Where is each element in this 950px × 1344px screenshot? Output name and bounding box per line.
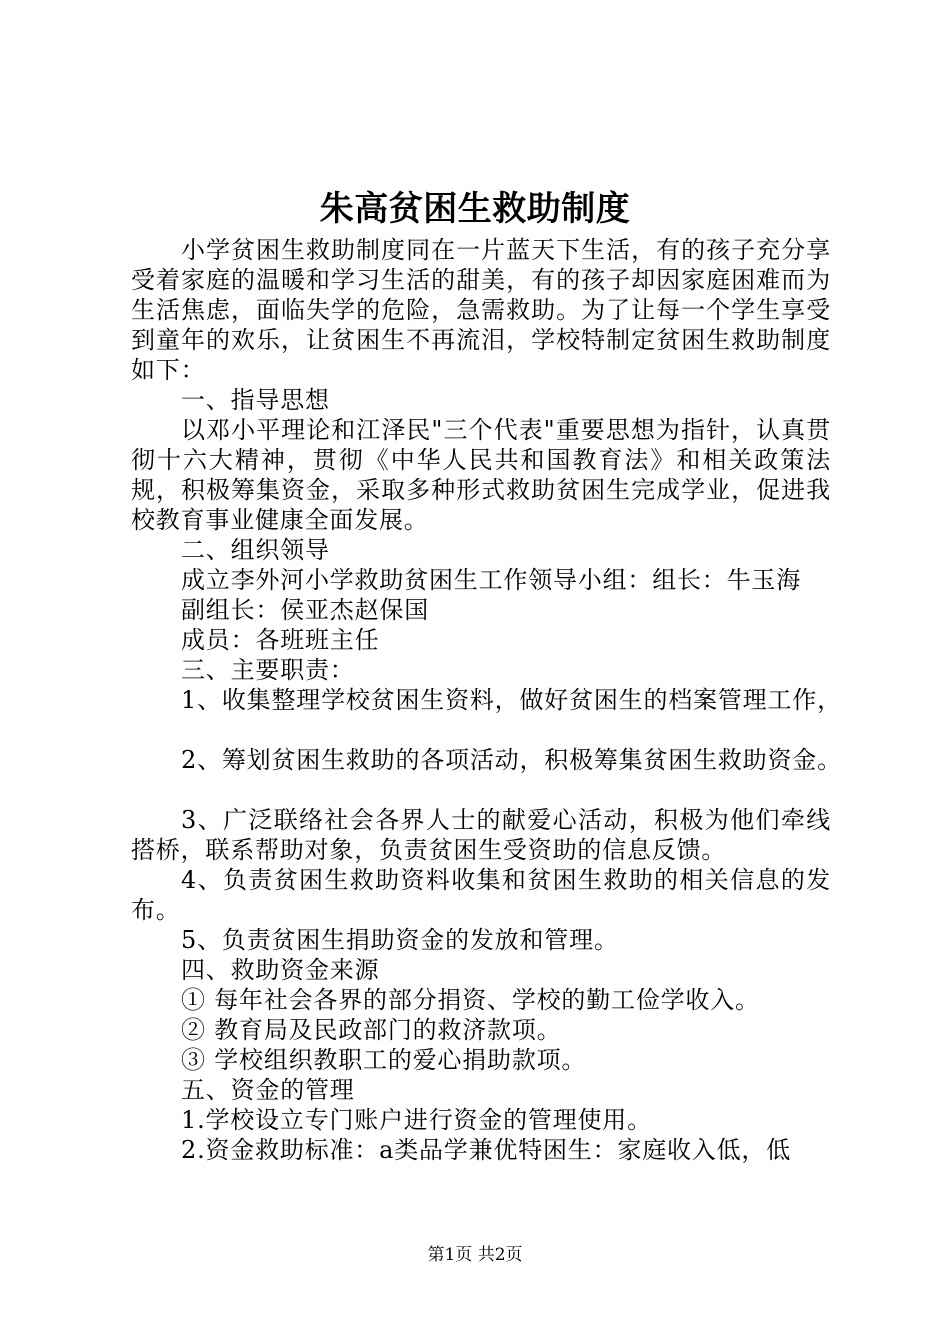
intro-paragraph: 小学贫困生救助制度同在一片蓝天下生活，有的孩子充分享受着家庭的温暖和学习生活的甜美，有的孩子却因家庭困难而为生活焦虑，面临失学的危险，急需救助。为了让每一个学生享受到童年的欢乐，让贫困生不再流泪，学校特制定贫困生救助制度如下： — [131, 236, 831, 384]
page-number-footer: 第1页 共2页 — [427, 1245, 523, 1265]
funding-source-item: ③ 学校组织教职工的爱心捐助款项。 — [181, 1046, 587, 1074]
section-heading-guiding-ideology: 一、指导思想 — [181, 386, 330, 414]
organization-line: 成立李外河小学救助贫困生工作领导小组：组长：牛玉海 — [181, 566, 801, 594]
document-body — [131, 235, 842, 1165]
section-heading-fund-management: 五、资金的管理 — [181, 1076, 355, 1104]
section-heading-duties: 三、主要职责： — [181, 656, 355, 684]
section-heading-funding-sources: 四、救助资金来源 — [181, 956, 380, 984]
section-heading-organization: 二、组织领导 — [181, 536, 330, 564]
organization-line: 副组长：侯亚杰赵保国 — [181, 596, 429, 624]
fund-management-item: 1.学校设立专门账户进行资金的管理使用。 — [181, 1106, 652, 1134]
duty-item: 5、负责贫困生捐助资金的发放和管理。 — [181, 926, 619, 954]
duty-item: 4、负责贫困生救助资料收集和贫困生救助的相关信息的发布。 — [131, 866, 831, 924]
guiding-ideology-paragraph: 以邓小平理论和江泽民"三个代表"重要思想为指针，认真贯彻十六大精神，贯彻《中华人民共和国教育法》和相关政策法规，积极筹集资金，采取多种形式救助贫困生完成学业，促进我校教育事业健康全面发展。 — [131, 416, 831, 534]
duty-item: 2、筹划贫困生救助的各项活动，积极筹集贫困生救助资金。 — [181, 746, 842, 774]
fund-management-item: 2.资金救助标准：a类品学兼优特困生：家庭收入低，低 — [181, 1136, 792, 1164]
duty-item: 3、广泛联络社会各界人士的献爱心活动，积极为他们牵线搭桥，联系帮助对象，负责贫困生受资助的信息反馈。 — [131, 806, 831, 864]
funding-source-item: ② 教育局及民政部门的救济款项。 — [181, 1016, 562, 1044]
duty-item: 1、收集整理学校贫困生资料，做好贫困生的档案管理工作， — [181, 686, 842, 714]
document-title: 朱高贫困生救助制度 — [319, 189, 631, 229]
organization-line: 成员：各班班主任 — [181, 626, 380, 654]
funding-source-item: ① 每年社会各界的部分捐资、学校的勤工俭学收入。 — [181, 986, 760, 1014]
